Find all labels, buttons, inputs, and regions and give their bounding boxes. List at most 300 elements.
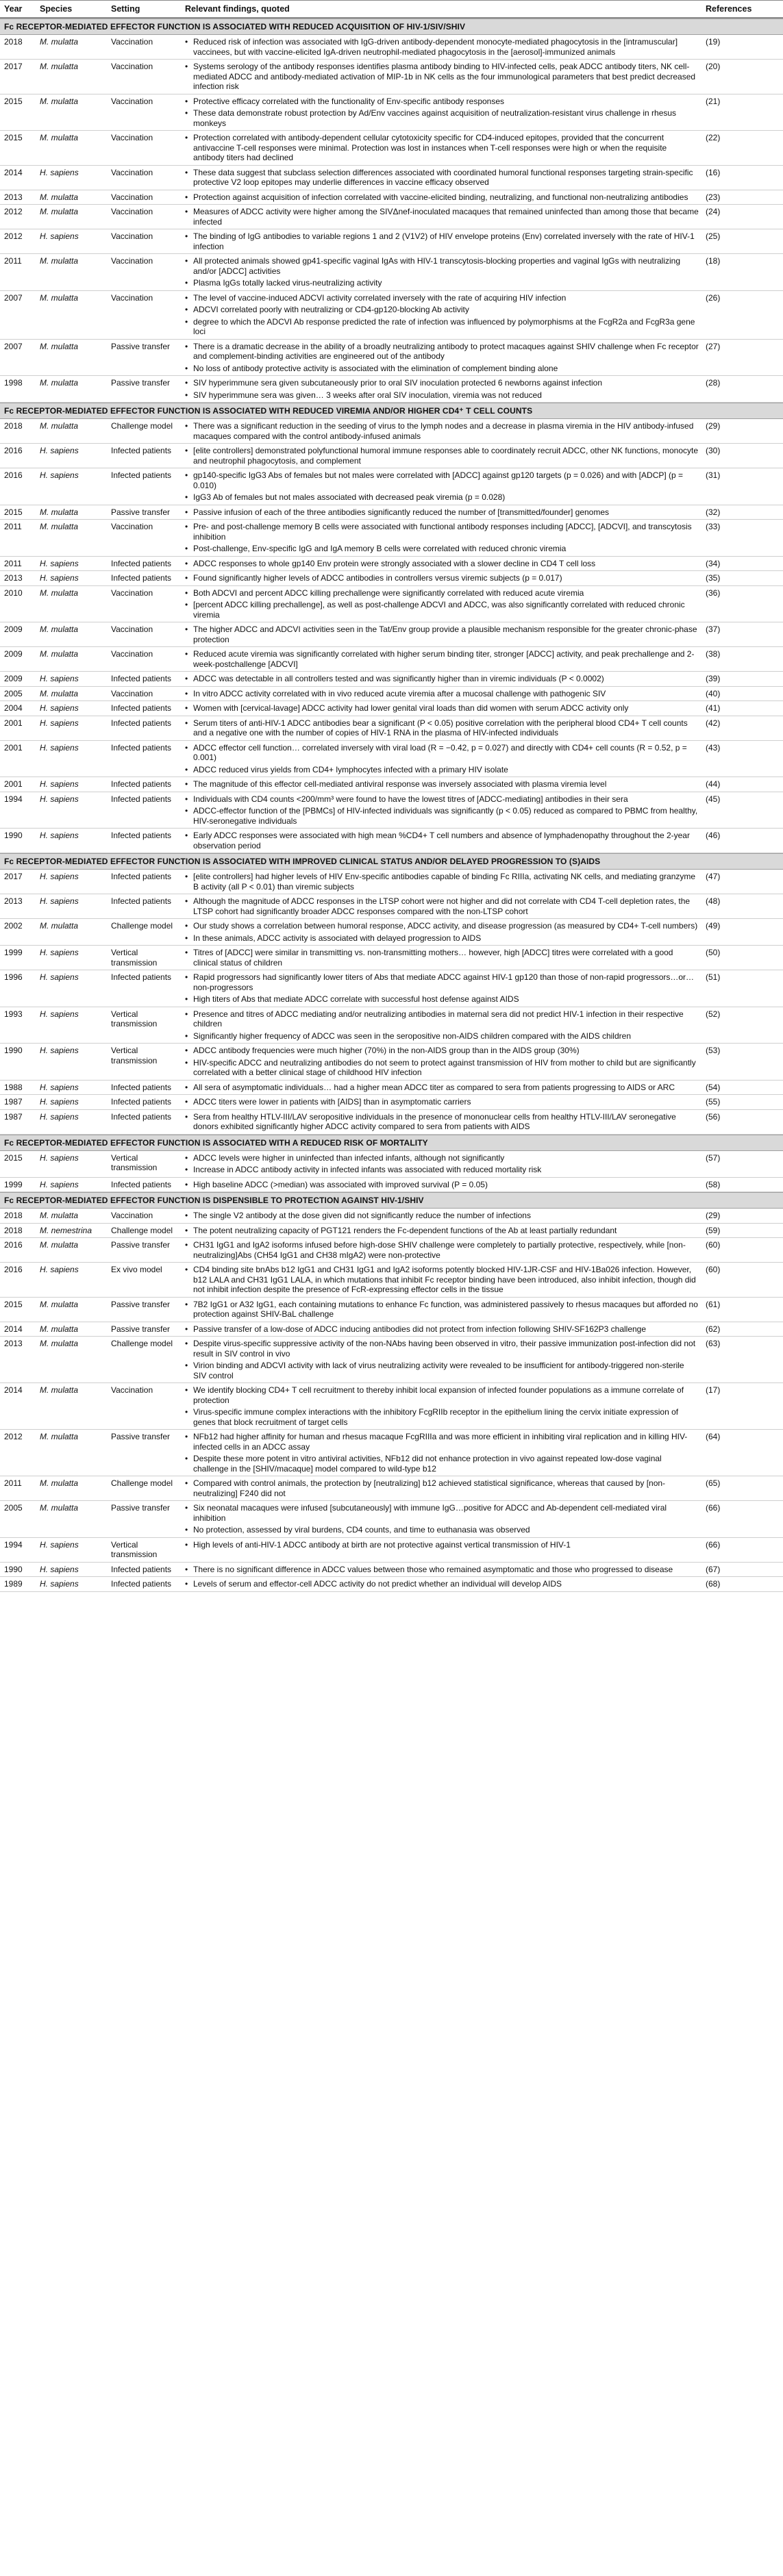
table-header (0, 0, 783, 18)
findings-cell (181, 716, 701, 740)
finding-item (185, 1540, 699, 1550)
year-cell: 1994 (4, 794, 23, 804)
bullet-icon (185, 674, 193, 684)
findings-cell (181, 1476, 701, 1500)
setting-cell: Infected patients (111, 446, 172, 455)
year-cell: 2009 (4, 649, 23, 659)
bullet-icon (185, 600, 193, 610)
bullet-icon (185, 588, 193, 598)
setting-cell: Vaccination (111, 96, 153, 106)
reference-cell: (48) (706, 896, 721, 906)
bullet-icon (185, 470, 193, 481)
reference-cell: (29) (706, 421, 721, 431)
reference-cell: (43) (706, 742, 721, 753)
setting-cell: Vaccination (111, 231, 153, 241)
setting-cell: Vaccination (111, 1385, 153, 1395)
year-cell: 2018 (4, 1211, 23, 1220)
setting-cell: Infected patients (111, 1111, 172, 1122)
bullet-icon (185, 108, 193, 118)
reference-cell: (68) (706, 1579, 721, 1589)
finding-item (185, 994, 699, 1005)
species-cell: H. sapiens (40, 872, 79, 881)
finding-item (185, 1478, 699, 1498)
finding-item (185, 649, 699, 669)
year-cell: 2011 (4, 1478, 22, 1488)
finding-text: There is a dramatic decrease in the ability of a broadly neutralizing antibody to protect macaques against SHIV challenge when Fc receptor and complement-binding activities are engineered out of the antibody (193, 341, 699, 361)
finding-item (185, 1454, 699, 1474)
reference-cell: (27) (706, 341, 721, 351)
finding-item (185, 1153, 699, 1163)
table-row (0, 1430, 783, 1476)
finding-text: Virus-specific immune complex interactions with the inhibitory FcgRIIb receptor in the epithelium lining the cervix initiate expression of genes that block recruitment of target cells (193, 1407, 679, 1427)
finding-text: High baseline ADCC (>median) was associated with improved survival (P = 0.05) (193, 1179, 488, 1189)
findings-cell (181, 340, 701, 376)
findings-cell (181, 1224, 701, 1238)
reference-cell: (65) (706, 1478, 721, 1488)
bullet-icon (185, 933, 193, 944)
findings-cell (181, 1081, 701, 1095)
finding-text: Sera from healthy HTLV-III/LAV seropositive individuals in the presence of mononuclear cells from healthy HTLV-III/LAV seronegative donors exhibited significantly higher ADCC activity compared to sera from patients with AIDS (193, 1111, 676, 1131)
findings-cell (181, 687, 701, 701)
finding-item (185, 559, 699, 569)
species-cell: H. sapiens (40, 1539, 79, 1550)
setting-cell: Vaccination (111, 256, 153, 266)
finding-text: Levels of serum and effector-cell ADCC activity do not predict whether an individual will develop AIDS (193, 1579, 562, 1589)
findings-cell (181, 505, 701, 520)
species-cell: H. sapiens (40, 718, 79, 728)
finding-item (185, 718, 699, 738)
year-cell: 2007 (4, 341, 23, 351)
reference-cell: (55) (706, 1097, 721, 1107)
header-references: References (706, 4, 752, 14)
findings-cell (181, 1007, 701, 1044)
table-row (0, 970, 783, 1007)
finding-item (185, 108, 699, 128)
year-cell: 2018 (4, 421, 23, 431)
table-row (0, 1322, 783, 1337)
table-row (0, 1095, 783, 1110)
year-cell: 2009 (4, 624, 23, 634)
setting-cell: Infected patients (111, 1564, 172, 1574)
bullet-icon (185, 1240, 193, 1250)
finding-text: High titers of Abs that mediate ADCC correlate with successful host defense against AIDS (193, 994, 519, 1004)
bullet-icon (185, 689, 193, 699)
finding-item (185, 317, 699, 337)
findings-cell (181, 701, 701, 716)
year-cell: 2012 (4, 231, 23, 241)
finding-text: Found significantly higher levels of ADCC antibodies in controllers versus viremic subjects (p = 0.017) (193, 573, 562, 583)
year-cell: 2016 (4, 1265, 23, 1274)
finding-item (185, 743, 699, 763)
species-cell: H. sapiens (40, 231, 79, 241)
bullet-icon (185, 1153, 193, 1163)
setting-cell: Vaccination (111, 192, 153, 202)
year-cell: 2004 (4, 703, 23, 713)
year-cell: 1999 (4, 948, 23, 957)
bullet-icon (185, 192, 193, 203)
setting-cell: Vertical transmission (111, 1539, 158, 1559)
bullet-icon (185, 378, 193, 388)
bullet-icon (185, 342, 193, 352)
finding-item (185, 703, 699, 714)
year-cell: 2017 (4, 872, 23, 881)
findings-cell (181, 254, 701, 290)
setting-cell: Infected patients (111, 1579, 172, 1589)
bullet-icon (185, 278, 193, 288)
finding-text: ADCC effector cell function… correlated inversely with viral load (R = −0.42, p = 0.027) and directly with CD4+ cell counts (R = 0.52, p = 0.001) (193, 742, 687, 762)
species-cell: H. sapiens (40, 1111, 79, 1122)
reference-cell: (56) (706, 1111, 721, 1122)
species-cell: M. mulatta (40, 1299, 79, 1309)
table-row (0, 254, 783, 291)
header-findings: Relevant findings, quoted (185, 4, 290, 14)
table-row (0, 777, 783, 792)
reference-cell: (42) (706, 718, 721, 728)
finding-text: Pre- and post-challenge memory B cells were associated with functional antibody responses including [ADCC], [ADCVI], and transcytosis inhibition (193, 522, 692, 542)
table-row (0, 894, 783, 919)
findings-cell (181, 1577, 701, 1591)
table-row (0, 291, 783, 340)
species-cell: H. sapiens (40, 1009, 79, 1019)
finding-text: SIV hyperimmune sera was given… 3 weeks after oral SIV inoculation, viremia was not reduced (193, 390, 542, 400)
bullet-icon (185, 948, 193, 958)
table-row (0, 205, 783, 229)
finding-item (185, 522, 699, 542)
finding-item (185, 133, 699, 163)
table-row (0, 557, 783, 572)
finding-item (185, 1211, 699, 1221)
table-row (0, 60, 783, 94)
year-cell: 2018 (4, 37, 23, 47)
species-cell: M. mulatta (40, 421, 79, 431)
table-row (0, 1081, 783, 1096)
setting-cell: Infected patients (111, 742, 172, 753)
table-row (0, 419, 783, 444)
species-cell: M. mulatta (40, 624, 79, 634)
setting-cell: Vertical transmission (111, 1046, 158, 1065)
finding-text: degree to which the ADCVI Ab response predicted the rate of infection was influenced by polymorphisms at the FcgR2a and FcgR3a gene loci (193, 316, 695, 336)
table-row (0, 1263, 783, 1298)
species-cell: H. sapiens (40, 674, 79, 683)
species-cell: H. sapiens (40, 1152, 79, 1163)
finding-text: Presence and titres of ADCC mediating and/or neutralizing antibodies in maternal sera did not predict HIV-1 infection in their respective children (193, 1009, 684, 1028)
bullet-icon (185, 779, 193, 790)
findings-cell (181, 1110, 701, 1134)
finding-item (185, 1385, 699, 1405)
species-cell: H. sapiens (40, 831, 79, 840)
bullet-icon (185, 37, 193, 47)
reference-cell: (46) (706, 831, 721, 840)
year-cell: 2001 (4, 742, 23, 753)
species-cell: M. mulatta (40, 1432, 79, 1441)
year-cell: 1999 (4, 1179, 23, 1189)
year-cell: 2013 (4, 896, 23, 906)
bullet-icon (185, 649, 193, 659)
table-row (0, 946, 783, 970)
findings-cell (181, 1298, 701, 1322)
setting-cell: Vaccination (111, 522, 153, 531)
reference-cell: (62) (706, 1324, 721, 1334)
table-row (0, 1151, 783, 1178)
finding-item (185, 1407, 699, 1427)
section-title: Fc RECEPTOR-MEDIATED EFFECTOR FUNCTION IS DISPENSIBLE TO PROTECTION AGAINST HIV-1/SHIV (0, 1192, 783, 1209)
species-cell: M. mulatta (40, 1211, 79, 1220)
finding-text: Post-challenge, Env-specific IgG and IgA memory B cells were correlated with reduced chronic viremia (193, 544, 567, 553)
species-cell: H. sapiens (40, 742, 79, 753)
species-cell: H. sapiens (40, 779, 79, 789)
finding-text: Passive transfer of a low-dose of ADCC inducing antibodies did not protect from infection following SHIV-SF162P3 challenge (193, 1324, 647, 1334)
findings-cell (181, 970, 701, 1007)
findings-cell (181, 647, 701, 671)
bullet-icon (185, 1432, 193, 1442)
reference-cell: (50) (706, 948, 721, 957)
finding-item (185, 1324, 699, 1335)
species-cell: M. mulatta (40, 37, 79, 47)
species-cell: H. sapiens (40, 470, 79, 480)
finding-item (185, 948, 699, 968)
findings-cell (181, 1383, 701, 1429)
findings-cell (181, 571, 701, 585)
setting-cell: Infected patients (111, 831, 172, 840)
reference-cell: (28) (706, 378, 721, 388)
year-cell: 2017 (4, 62, 23, 71)
finding-text: Significantly higher frequency of ADCC was seen in the seropositive non-AIDS children compared with the AIDS children (193, 1031, 631, 1041)
species-cell: M. mulatta (40, 1478, 79, 1488)
findings-cell (181, 946, 701, 970)
bullet-icon (185, 522, 193, 532)
finding-item (185, 573, 699, 583)
reference-cell: (47) (706, 872, 721, 881)
reference-cell: (16) (706, 167, 721, 177)
finding-item (185, 624, 699, 644)
reference-cell: (29) (706, 1211, 721, 1220)
finding-text: These data suggest that subclass selection differences associated with coordinated humoral functional responses targeting strain-specific protective V2 loop epitopes may underlie differences in vaccine efficacy observed (193, 167, 693, 187)
bullet-icon (185, 133, 193, 143)
finding-item (185, 1226, 699, 1236)
reference-cell: (66) (706, 1539, 721, 1550)
reference-cell: (44) (706, 779, 721, 789)
finding-item (185, 1165, 699, 1175)
findings-cell (181, 1151, 701, 1177)
finding-item (185, 470, 699, 490)
bullet-icon (185, 1031, 193, 1041)
reference-cell: (35) (706, 573, 721, 583)
setting-cell: Vertical transmission (111, 948, 158, 968)
species-cell: M. mulatta (40, 62, 79, 71)
species-cell: M. mulatta (40, 1339, 79, 1348)
finding-text: There is no significant difference in ADCC values between those who remained asymptomatic and those who progressed to disease (193, 1564, 673, 1574)
bullet-icon (185, 1540, 193, 1550)
findings-cell (181, 205, 701, 229)
year-cell: 1990 (4, 831, 23, 840)
year-cell: 2016 (4, 446, 23, 455)
finding-item (185, 1180, 699, 1190)
finding-item (185, 1058, 699, 1078)
year-cell: 2011 (4, 558, 22, 568)
findings-cell (181, 131, 701, 165)
species-cell: H. sapiens (40, 948, 79, 957)
findings-cell (181, 291, 701, 339)
finding-item (185, 1339, 699, 1359)
findings-cell (181, 444, 701, 468)
table-row (0, 716, 783, 741)
year-cell: 2005 (4, 1503, 23, 1513)
finding-item (185, 207, 699, 227)
bullet-icon (185, 1525, 193, 1535)
finding-item (185, 972, 699, 992)
year-cell: 1987 (4, 1097, 23, 1107)
findings-cell (181, 1563, 701, 1577)
table-row (0, 1563, 783, 1578)
bullet-icon (185, 62, 193, 72)
bullet-icon (185, 896, 193, 907)
species-cell: M. mulatta (40, 256, 79, 266)
setting-cell: Infected patients (111, 558, 172, 568)
reference-cell: (32) (706, 507, 721, 517)
species-cell: M. mulatta (40, 588, 79, 598)
table-row (0, 1209, 783, 1224)
reference-cell: (33) (706, 522, 721, 531)
setting-cell: Passive transfer (111, 507, 171, 517)
findings-cell (181, 190, 701, 205)
reference-cell: (26) (706, 292, 721, 303)
findings-cell (181, 1238, 701, 1262)
table-row (0, 1110, 783, 1135)
finding-text: Although the magnitude of ADCC responses in the LTSP cohort were not higher and did not correlate with CD4 T-cell depletion rates, the LTSP cohort had significantly broader ADCC responses compared with the non-LTSP cohort (193, 896, 691, 916)
finding-item (185, 97, 699, 107)
species-cell: H. sapiens (40, 972, 79, 982)
finding-text: The higher ADCC and ADCVI activities seen in the Tat/Env group provide a plausible mechanism responsible for the greater chronic-phase protection (193, 624, 697, 644)
species-cell: H. sapiens (40, 1082, 79, 1092)
bullet-icon (185, 1361, 193, 1371)
finding-text: In vitro ADCC activity correlated with in vivo reduced acute viremia after a mucosal challenge with pathogenic SIV (193, 688, 606, 698)
finding-item (185, 933, 699, 944)
year-cell: 1993 (4, 1009, 23, 1019)
year-cell: 1996 (4, 972, 23, 982)
year-cell: 1989 (4, 1579, 23, 1589)
setting-cell: Infected patients (111, 703, 172, 713)
finding-text: NFb12 had higher affinity for human and rhesus macaque FcgRIIIa and was more efficient in inhibiting viral replication and in killing HIV-infected cells in an ADCC assay (193, 1432, 688, 1452)
finding-text: ADCC titers were lower in patients with [AIDS] than in asymptomatic carriers (193, 1097, 471, 1107)
bullet-icon (185, 624, 193, 635)
findings-cell (181, 777, 701, 792)
bullet-icon (185, 703, 193, 714)
species-cell: M. mulatta (40, 1324, 79, 1334)
finding-text: HIV-specific ADCC and neutralizing antibodies do not seem to protect against transmission of HIV from mother to child but are significantly correlated with a better clinical stage of childhood HIV infection (193, 1057, 696, 1077)
species-cell: H. sapiens (40, 703, 79, 713)
findings-cell (181, 1178, 701, 1192)
setting-cell: Ex vivo model (111, 1265, 162, 1274)
species-cell: M. mulatta (40, 1240, 79, 1250)
finding-item (185, 674, 699, 684)
table-row (0, 792, 783, 829)
findings-cell (181, 557, 701, 571)
finding-text: ADCVI correlated poorly with neutralizing or CD4-gp120-blocking Ab activity (193, 305, 469, 314)
year-cell: 2015 (4, 507, 23, 517)
finding-text: CH31 IgG1 and IgA2 isoforms infused before high-dose SHIV challenge were completely to partially protective, respectively, while [non-neutralizing]Abs (CH54 IgG1 and CH38 mIgA2) were non-protective (193, 1240, 686, 1260)
finding-item (185, 794, 699, 805)
setting-cell: Passive transfer (111, 1299, 171, 1309)
reference-cell: (67) (706, 1564, 721, 1574)
bullet-icon (185, 1265, 193, 1275)
table-row (0, 1224, 783, 1239)
finding-item (185, 192, 699, 203)
findings-cell (181, 1322, 701, 1337)
reference-cell: (49) (706, 921, 721, 931)
bullet-icon (185, 256, 193, 266)
table-row (0, 229, 783, 254)
setting-cell: Challenge model (111, 1339, 173, 1348)
table-body (0, 18, 783, 1592)
finding-text: Our study shows a correlation between humoral response, ADCC activity, and disease progression (as measured by CD4+ T-cell numbers) (193, 921, 698, 931)
year-cell: 2007 (4, 292, 23, 303)
finding-item (185, 364, 699, 374)
finding-text: No protection, assessed by viral burdens, CD4 counts, and time to euthanasia was observed (193, 1525, 530, 1535)
table-row (0, 919, 783, 946)
year-cell: 2013 (4, 1339, 23, 1348)
bullet-icon (185, 1324, 193, 1335)
setting-cell: Infected patients (111, 674, 172, 683)
year-cell: 2015 (4, 96, 23, 106)
finding-text: 7B2 IgG1 or A32 IgG1, each containing mutations to enhance Fc function, was administered passively to rhesus macaques but afforded no protection against SHIV-BaL challenge (193, 1299, 698, 1319)
year-cell: 2013 (4, 192, 23, 202)
year-cell: 2009 (4, 674, 23, 683)
table-row (0, 1383, 783, 1430)
setting-cell: Vaccination (111, 624, 153, 634)
bullet-icon (185, 718, 193, 729)
reference-cell: (38) (706, 649, 721, 659)
species-cell: H. sapiens (40, 1579, 79, 1589)
reference-cell: (63) (706, 1339, 721, 1348)
findings-cell (181, 586, 701, 622)
setting-cell: Passive transfer (111, 341, 171, 351)
species-cell: H. sapiens (40, 794, 79, 804)
finding-text: Passive infusion of each of the three antibodies significantly reduced the number of [transmitted/founder] genomes (193, 507, 610, 517)
species-cell: M. mulatta (40, 1503, 79, 1513)
finding-item (185, 1083, 699, 1093)
finding-item (185, 806, 699, 826)
species-cell: M. mulatta (40, 341, 79, 351)
findings-cell (181, 1095, 701, 1109)
species-cell: H. sapiens (40, 1097, 79, 1107)
bullet-icon (185, 972, 193, 983)
year-cell: 2014 (4, 1324, 23, 1334)
header-species: Species (40, 4, 73, 14)
bullet-icon (185, 207, 193, 217)
species-cell: M. mulatta (40, 192, 79, 202)
finding-item (185, 1031, 699, 1041)
bullet-icon (185, 1165, 193, 1175)
finding-item (185, 896, 699, 916)
table-row (0, 829, 783, 853)
findings-cell (181, 792, 701, 829)
finding-text: Protection against acquisition of infection correlated with vaccine-elicited binding, neutralizing, and functional non-neutralizing antibodies (193, 192, 688, 202)
header-year: Year (4, 4, 23, 14)
year-cell: 2014 (4, 1385, 23, 1395)
bullet-icon (185, 794, 193, 805)
reference-cell: (37) (706, 624, 721, 634)
findings-cell (181, 919, 701, 945)
finding-text: In these animals, ADCC activity is associated with delayed progression to AIDS (193, 933, 482, 943)
table-row (0, 1178, 783, 1193)
setting-cell: Vertical transmission (111, 1009, 158, 1028)
species-cell: H. sapiens (40, 1265, 79, 1274)
species-cell: H. sapiens (40, 446, 79, 455)
reference-cell: (41) (706, 703, 721, 713)
setting-cell: Passive transfer (111, 1240, 171, 1250)
species-cell: H. sapiens (40, 573, 79, 583)
year-cell: 2011 (4, 256, 22, 266)
